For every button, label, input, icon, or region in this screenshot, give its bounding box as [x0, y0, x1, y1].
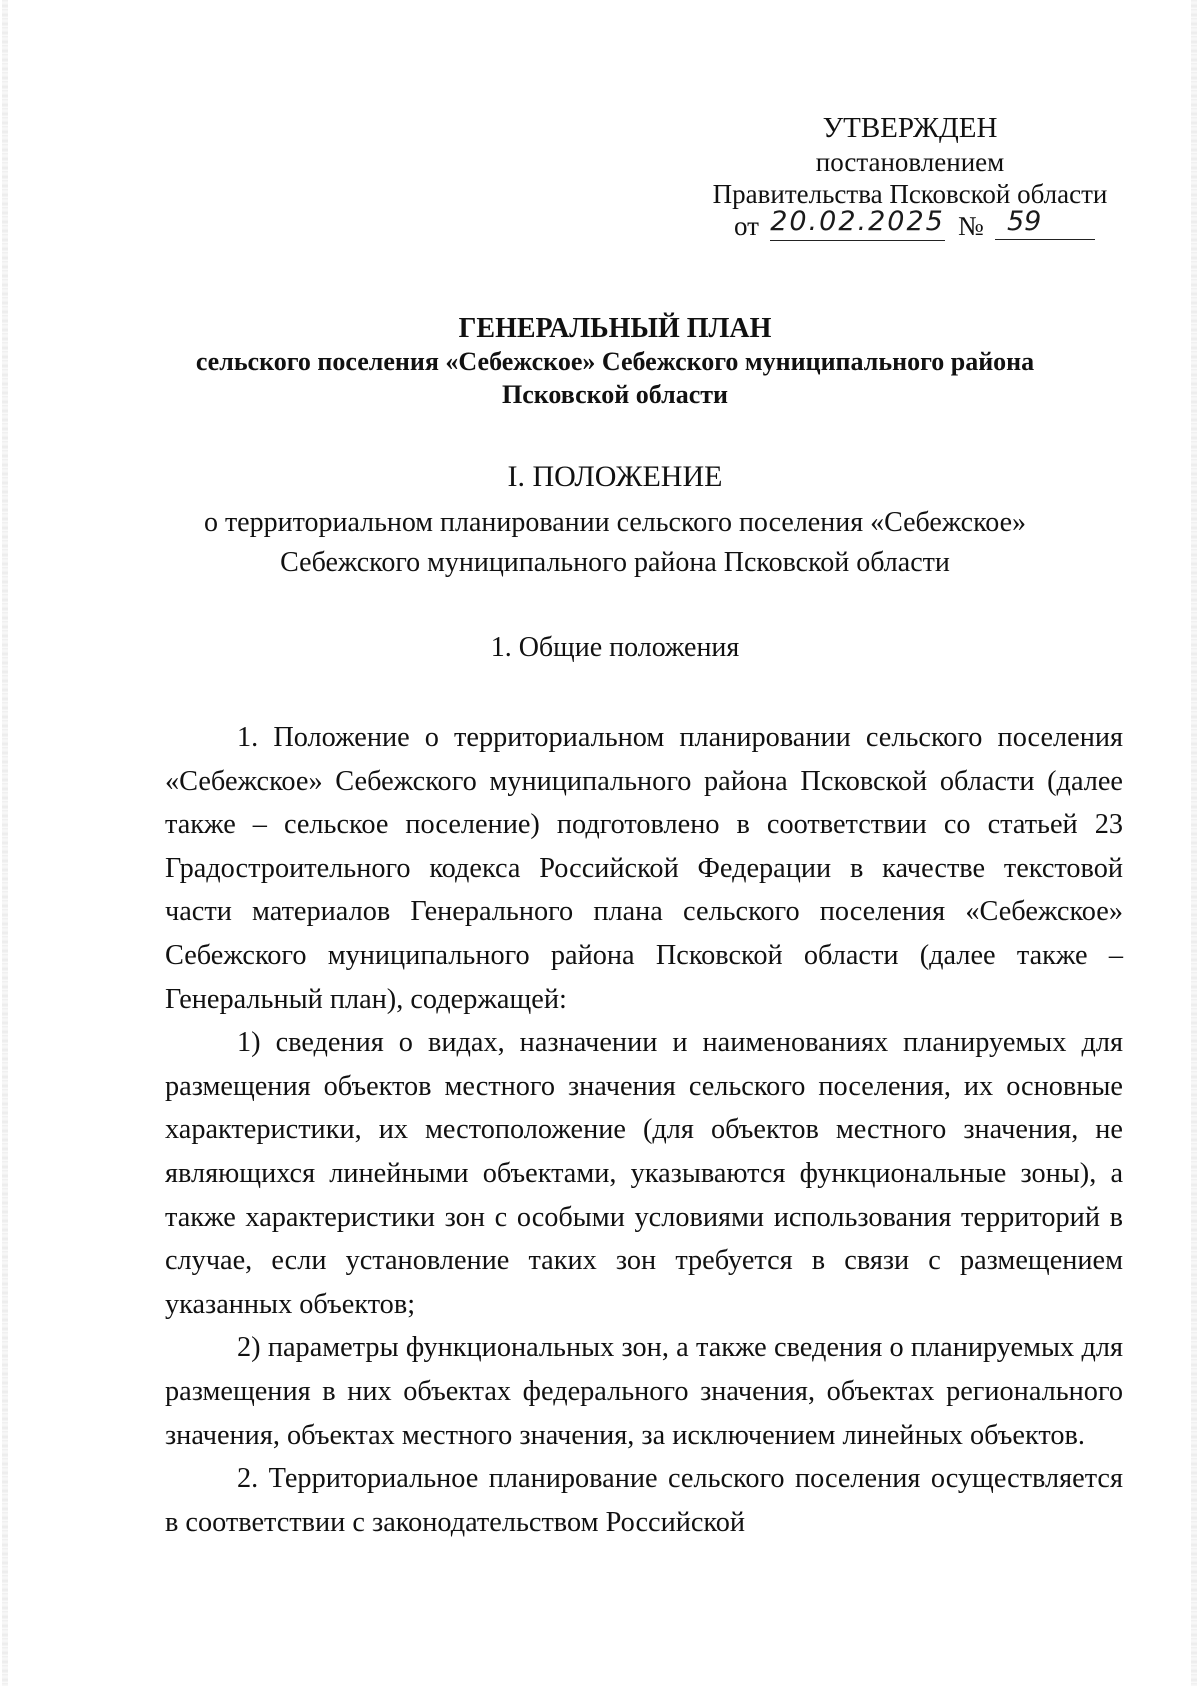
title-line-3: Псковской области	[501, 380, 728, 409]
scan-edge-left	[2, 0, 8, 1686]
resolution-label: постановлением	[815, 147, 1005, 177]
date-prefix: от	[734, 211, 759, 241]
approved-label: УТВЕРЖДЕН	[822, 112, 998, 144]
scan-edge-right	[1191, 0, 1197, 1686]
paragraph: 2) параметры функциональных зон, а также сведения о планируемых для размещения в них объектах федерального значения, объектах регионального значения, объектах местного значения, за исключением линейных объектов.	[165, 1332, 1123, 1451]
authority-label: Правительства Псковской области	[712, 179, 1108, 209]
number-prefix: №	[958, 211, 984, 241]
subsection-heading: 1. Общие положения	[490, 632, 740, 663]
approval-date-line	[690, 206, 1130, 246]
approval-number: 59	[995, 206, 1095, 240]
section-heading: I. ПОЛОЖЕНИЕ	[507, 460, 723, 493]
paragraph: 1. Положение о территориальном планировании сельского поселения «Себежское» Себежского муниципального района Псковской области (далее также – сельское поселение) подготовлено в соответствии со статьей 23 Градостроительного кодекса Российской Федерации в качестве текстовой части материалов Генерального плана сельского поселения «Себежское» Себежского муниципального района Псковской области (далее также – Генеральный план), содержащей:	[165, 722, 1123, 1015]
section-subtitle-line-1: о территориальном планировании сельского поселения «Себежское»	[203, 507, 1027, 538]
approval-stamp	[690, 112, 1130, 246]
approval-date: 20.02.2025	[770, 206, 945, 241]
title-main: ГЕНЕРАЛЬНЫЙ ПЛАН	[458, 313, 772, 344]
title-line-2: сельского поселения «Себежское» Себежского муниципального района	[195, 347, 1035, 376]
body-text	[165, 716, 1123, 1544]
paragraph: 2. Территориальное планирование сельского поселения осуществляется в соответствии с законодательством Российской	[165, 1463, 1123, 1538]
paragraph: 1) сведения о видах, назначении и наименованиях планируемых для размещения объектов местного значения сельского поселения, их основные характеристики, их местоположение (для объектов местного значения, не являющихся линейными объектами, указываются функциональные зоны), а также характеристики зон с особыми условиями использования территорий в случае, если установление таких зон требуется в связи с размещением указанных объектов;	[165, 1027, 1123, 1320]
section-header	[140, 457, 1090, 583]
document-title	[140, 312, 1090, 411]
section-subtitle-line-2: Себежского муниципального района Псковской области	[280, 547, 950, 578]
